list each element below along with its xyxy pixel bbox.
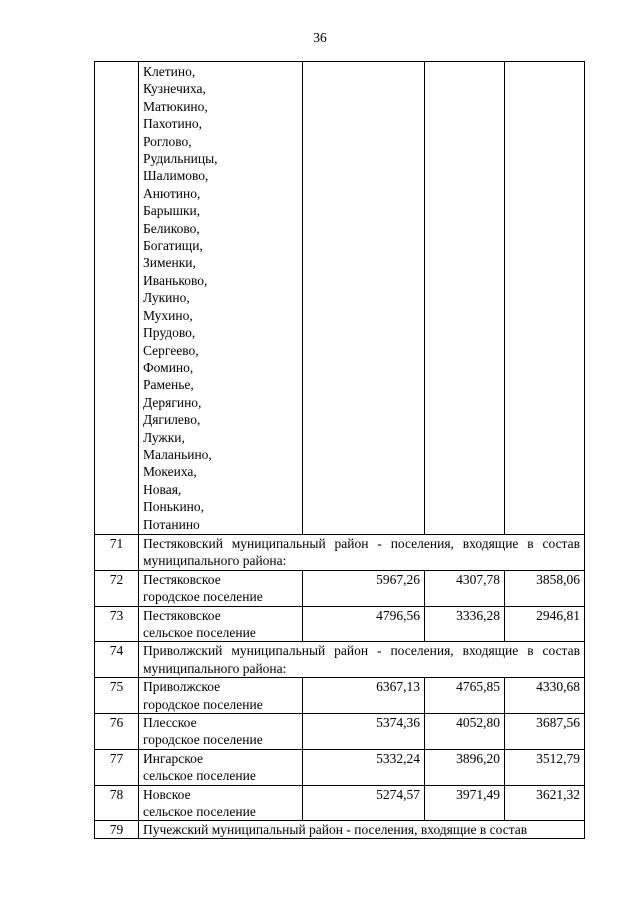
village-name: Дерягино, [143,394,202,410]
row-number: 75 [95,678,139,714]
row-number [95,62,139,535]
village-name: Маланьино, [143,446,212,462]
value-cell: 3896,20 [425,749,505,785]
district-heading: Приволжский муниципальный район - поселения, входящие в состав муниципального района: [139,642,585,678]
table-row [95,785,585,821]
village-name: Мокеиха, [143,464,197,480]
page-number: 36 [313,30,327,45]
settlement-name-line: Ингарское [143,750,204,766]
value-cell: 2946,81 [505,606,585,642]
value-cell: 5332,24 [303,749,425,785]
row-number: 79 [95,821,139,839]
value-cell: 5967,26 [303,570,425,606]
settlement-name-line: городское поселение [143,732,263,748]
settlement-name [139,714,303,750]
village-name: Мухино, [143,307,193,323]
district-heading: Пучежский муниципальный район - поселения, входящие в состав [139,821,585,839]
table-row [95,821,585,839]
value-cell: 3971,49 [425,785,505,821]
village-name: Рудильницы, [143,151,218,167]
table-row [95,606,585,642]
settlement-name-line: Приволжское [143,679,221,695]
settlement-name-line: городское поселение [143,589,263,605]
row-number: 72 [95,570,139,606]
village-name: Потанино [143,516,200,532]
village-list [139,62,303,535]
value-cell [425,62,505,535]
table-row [95,534,585,570]
value-cell: 4796,56 [303,606,425,642]
settlement-name-line: сельское поселение [143,804,256,820]
village-name: Раменье, [143,377,194,393]
village-name: Сергеево, [143,342,199,358]
district-heading: Пестяковский муниципальный район - поселения, входящие в состав муниципального района: [139,534,585,570]
settlement-name-line: городское поселение [143,696,263,712]
value-cell: 3687,56 [505,714,585,750]
settlement-name-line: Новское [143,786,191,802]
value-cell: 3336,28 [425,606,505,642]
row-number: 78 [95,785,139,821]
table-row-continuation [95,62,585,535]
village-name: Роглово, [143,133,192,149]
village-name: Клетино, [143,64,196,79]
settlement-name [139,678,303,714]
value-cell: 3858,06 [505,570,585,606]
settlement-name-line: Пестяковское [143,571,221,587]
settlement-name-line: Плесское [143,715,197,731]
village-name: Лужки, [143,429,185,445]
value-cell [303,62,425,535]
table-row [95,714,585,750]
settlement-name-line: сельское поселение [143,768,256,784]
village-name: Беликово, [143,220,200,236]
village-name: Лукино, [143,290,190,306]
table-body [95,62,585,839]
table-row [95,749,585,785]
row-number: 73 [95,606,139,642]
village-name: Новая, [143,481,182,497]
village-name: Понькино, [143,499,205,515]
row-number: 74 [95,642,139,678]
value-cell: 5374,36 [303,714,425,750]
value-cell: 4052,80 [425,714,505,750]
settlement-name [139,606,303,642]
village-name: Фомино, [143,359,194,375]
village-name: Матюкино, [143,98,208,114]
village-name: Кузнечиха, [143,81,206,97]
village-name: Богатищи, [143,238,203,254]
row-number: 71 [95,534,139,570]
village-name: Зименки, [143,255,196,271]
settlement-name [139,785,303,821]
value-cell: 3512,79 [505,749,585,785]
table-row [95,642,585,678]
row-number: 76 [95,714,139,750]
village-name: Иваньково, [143,272,208,288]
settlement-name-line: Пестяковское [143,607,221,623]
village-name: Анютино, [143,185,201,201]
value-cell: 5274,57 [303,785,425,821]
village-name: Барышки, [143,203,201,219]
village-name: Дягилево, [143,412,201,428]
village-name: Шалимово, [143,168,209,184]
settlements-table [94,61,585,839]
row-number: 77 [95,749,139,785]
settlement-name [139,749,303,785]
table-row [95,678,585,714]
settlement-name-line: сельское поселение [143,625,256,640]
value-cell: 4330,68 [505,678,585,714]
value-cell: 6367,13 [303,678,425,714]
value-cell: 3621,32 [505,785,585,821]
village-name: Прудово, [143,325,196,341]
value-cell: 4307,78 [425,570,505,606]
value-cell: 4765,85 [425,678,505,714]
settlement-name [139,570,303,606]
value-cell [505,62,585,535]
table-row [95,570,585,606]
village-name: Пахотино, [143,116,203,132]
